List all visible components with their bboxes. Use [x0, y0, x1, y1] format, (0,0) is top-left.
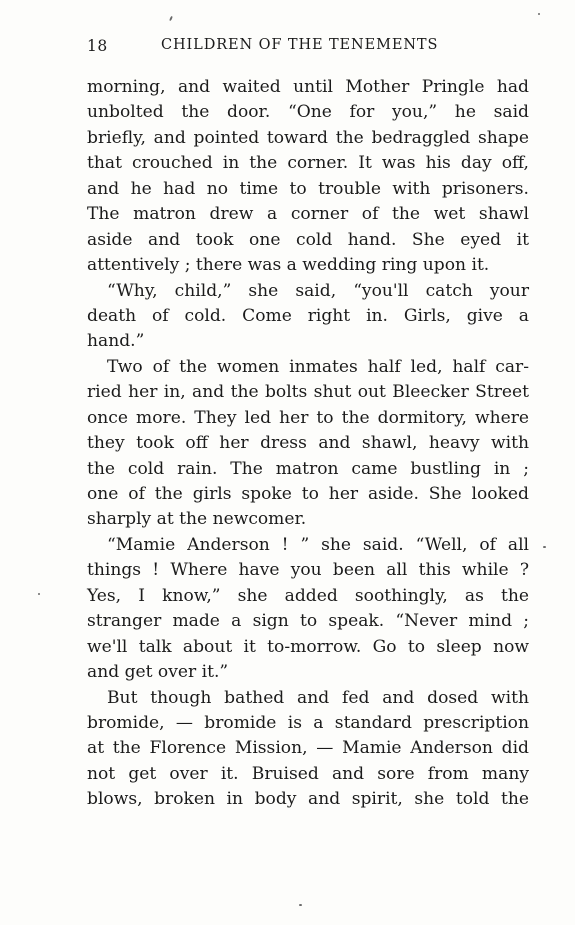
- text-line: and he had no time to trouble with prisoners.: [87, 178, 529, 199]
- text-line: “Why, child,” she said, “you'll catch your: [107, 280, 529, 301]
- text-line: death of cold. Come right in. Girls, give a: [87, 305, 529, 326]
- text-line: unbolted the door. “One for you,” he said: [87, 102, 529, 123]
- text-line: “Mamie Anderson ! ” she said. “Well, of all: [107, 534, 529, 555]
- text-line: stranger made a sign to speak. “Never mind ;: [87, 611, 529, 632]
- scan-speck: [169, 16, 173, 21]
- scan-speck: [299, 904, 302, 906]
- text-line: Two of the women inmates half led, half car-: [107, 356, 529, 377]
- text-line: things ! Where have you been all this while ?: [87, 560, 529, 581]
- scan-speck: [538, 13, 540, 15]
- text-line: and get over it.”: [87, 662, 229, 683]
- text-line: they took off her dress and shawl, heavy with: [87, 433, 529, 454]
- text-line: once more. They led her to the dormitory, where: [87, 407, 529, 428]
- scan-speck: [543, 546, 546, 548]
- text-line: But though bathed and fed and dosed with: [107, 687, 529, 708]
- text-line: morning, and waited until Mother Pringle had: [87, 77, 529, 97]
- text-line: Yes, I know,” she added soothingly, as the: [87, 585, 529, 606]
- text-line: The matron drew a corner of the wet shawl: [87, 204, 529, 225]
- text-line: at the Florence Mission, — Mamie Anderson did: [87, 738, 529, 759]
- text-line: ried her in, and the bolts shut out Bleecker Street: [87, 382, 529, 403]
- text-line: not get over it. Bruised and sore from many: [87, 763, 529, 784]
- text-line: bromide, — bromide is a standard prescription: [87, 712, 529, 733]
- scan-speck: [38, 593, 40, 595]
- text-line: attentively ; there was a wedding ring upon it.: [87, 255, 490, 276]
- text-line: that crouched in the corner. It was his day off,: [87, 153, 529, 174]
- text-line: briefly, and pointed toward the bedraggled shape: [87, 127, 529, 148]
- page-number: 18: [87, 37, 108, 55]
- text-line: aside and took one cold hand. She eyed it: [87, 229, 529, 250]
- text-line: we'll talk about it to-morrow. Go to sleep now: [87, 636, 529, 657]
- text-line: the cold rain. The matron came bustling in ;: [87, 458, 529, 479]
- running-head: CHILDREN OF THE TENEMENTS: [161, 37, 439, 53]
- text-line: one of the girls spoke to her aside. She looked: [87, 484, 529, 504]
- body-text: [87, 75, 529, 813]
- text-line: blows, broken in body and spirit, she told the: [87, 789, 529, 810]
- text-line: sharply at the newcomer.: [87, 509, 307, 530]
- text-line: hand.”: [87, 331, 145, 352]
- page-header: [87, 37, 529, 59]
